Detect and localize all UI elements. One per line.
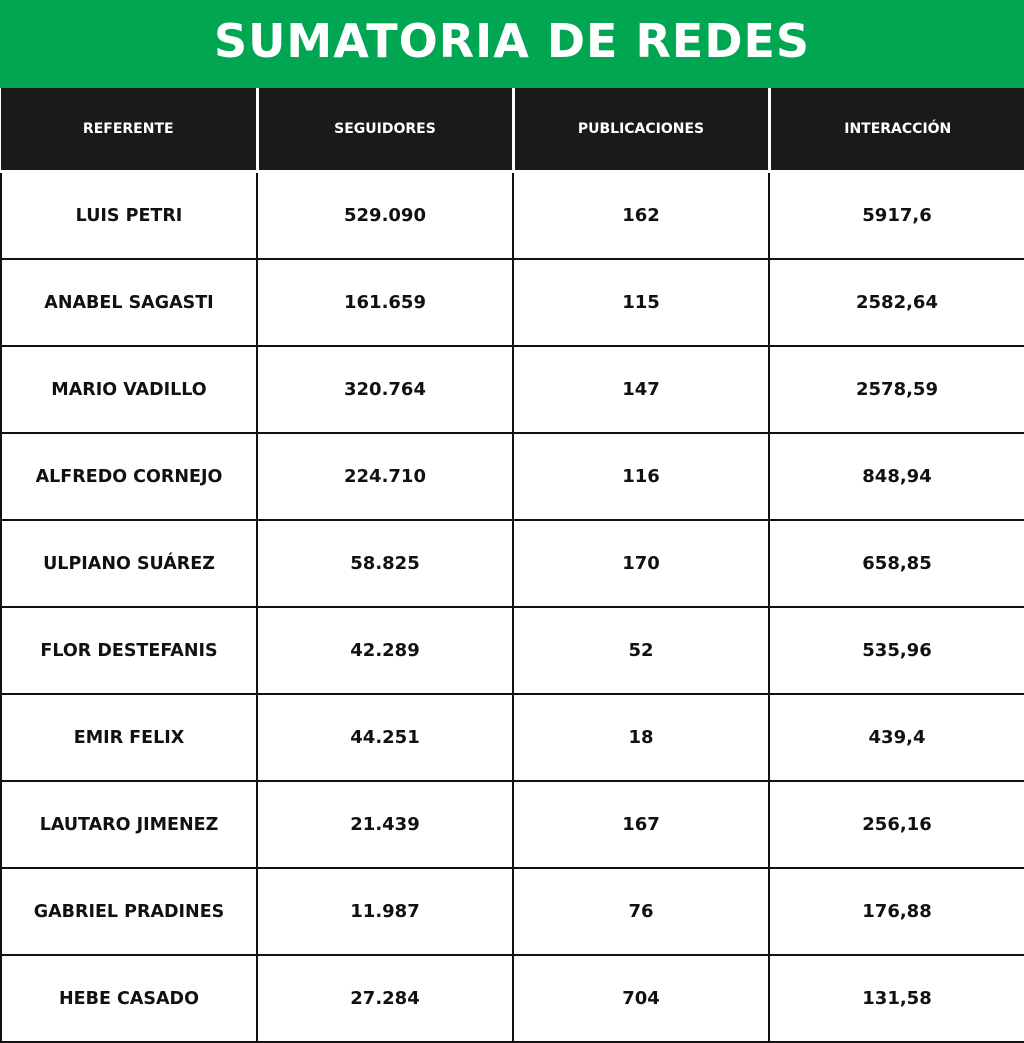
table-row [1, 520, 1024, 607]
publicaciones-cell: 52 [513, 607, 769, 694]
interaccion-cell: 131,58 [769, 955, 1024, 1042]
column-header-publicaciones: PUBLICACIONES [513, 88, 769, 172]
page-title: SUMATORIA DE REDES [213, 14, 811, 68]
table-row [1, 955, 1024, 1042]
publicaciones-cell: 76 [513, 868, 769, 955]
seguidores-cell: 42.289 [257, 607, 513, 694]
publicaciones-cell: 167 [513, 781, 769, 868]
interaccion-cell: 658,85 [769, 520, 1024, 607]
interaccion-cell: 535,96 [769, 607, 1024, 694]
referente-cell: ULPIANO SUÁREZ [1, 520, 257, 607]
referente-cell: EMIR FELIX [1, 694, 257, 781]
referente-cell: MARIO VADILLO [1, 346, 257, 433]
column-header-interaccion: INTERACCIÓN [769, 88, 1024, 172]
publicaciones-cell: 116 [513, 433, 769, 520]
seguidores-cell: 44.251 [257, 694, 513, 781]
referente-cell: ALFREDO CORNEJO [1, 433, 257, 520]
seguidores-cell: 529.090 [257, 172, 513, 260]
column-header-referente: REFERENTE [1, 88, 257, 172]
interaccion-cell: 176,88 [769, 868, 1024, 955]
table-body [1, 172, 1024, 1043]
title-bar [0, 0, 1024, 88]
seguidores-cell: 27.284 [257, 955, 513, 1042]
interaccion-cell: 2578,59 [769, 346, 1024, 433]
publicaciones-cell: 115 [513, 259, 769, 346]
table-header [1, 88, 1024, 172]
seguidores-cell: 161.659 [257, 259, 513, 346]
interaccion-cell: 2582,64 [769, 259, 1024, 346]
table-row [1, 346, 1024, 433]
table-row [1, 433, 1024, 520]
interaccion-cell: 439,4 [769, 694, 1024, 781]
publicaciones-cell: 18 [513, 694, 769, 781]
publicaciones-cell: 170 [513, 520, 769, 607]
table-row [1, 781, 1024, 868]
table-row [1, 259, 1024, 346]
seguidores-cell: 11.987 [257, 868, 513, 955]
seguidores-cell: 224.710 [257, 433, 513, 520]
referente-cell: ANABEL SAGASTI [1, 259, 257, 346]
publicaciones-cell: 704 [513, 955, 769, 1042]
referente-cell: GABRIEL PRADINES [1, 868, 257, 955]
referente-cell: FLOR DESTEFANIS [1, 607, 257, 694]
referente-cell: LUIS PETRI [1, 172, 257, 260]
interaccion-cell: 256,16 [769, 781, 1024, 868]
header-row [1, 88, 1024, 172]
table-row [1, 172, 1024, 260]
seguidores-cell: 320.764 [257, 346, 513, 433]
table-row [1, 694, 1024, 781]
publicaciones-cell: 147 [513, 346, 769, 433]
seguidores-cell: 58.825 [257, 520, 513, 607]
table-row [1, 868, 1024, 955]
stats-table [0, 88, 1024, 1043]
interaccion-cell: 5917,6 [769, 172, 1024, 260]
column-header-seguidores: SEGUIDORES [257, 88, 513, 172]
interaccion-cell: 848,94 [769, 433, 1024, 520]
referente-cell: HEBE CASADO [1, 955, 257, 1042]
seguidores-cell: 21.439 [257, 781, 513, 868]
publicaciones-cell: 162 [513, 172, 769, 260]
referente-cell: LAUTARO JIMENEZ [1, 781, 257, 868]
table-row [1, 607, 1024, 694]
